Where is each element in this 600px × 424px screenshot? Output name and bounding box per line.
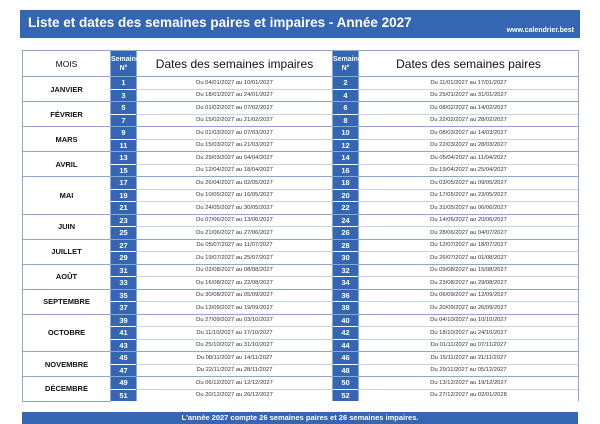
odd-week-dates: Du 10/05/2027 au 16/05/2027 bbox=[137, 189, 333, 202]
header-month: MOIS bbox=[23, 51, 111, 77]
even-week-dates: Du 19/04/2027 au 25/04/2027 bbox=[359, 164, 579, 177]
even-week-number: 44 bbox=[333, 339, 359, 352]
even-week-number: 36 bbox=[333, 289, 359, 302]
table-row bbox=[23, 264, 579, 277]
odd-week-dates: Du 21/06/2027 au 27/06/2027 bbox=[137, 227, 333, 240]
odd-week-dates: Du 12/04/2027 au 18/04/2027 bbox=[137, 164, 333, 177]
month-label: SEPTEMBRE bbox=[23, 289, 111, 314]
odd-week-number: 51 bbox=[111, 389, 137, 401]
even-week-dates: Du 26/07/2027 au 01/08/2027 bbox=[359, 252, 579, 265]
table-row bbox=[23, 352, 579, 365]
odd-week-dates: Du 04/01/2027 au 10/01/2027 bbox=[137, 77, 333, 90]
even-week-number: 32 bbox=[333, 264, 359, 277]
even-week-dates: Du 08/03/2027 au 14/03/2027 bbox=[359, 127, 579, 140]
even-week-number: 52 bbox=[333, 389, 359, 401]
even-week-number: 40 bbox=[333, 314, 359, 327]
even-week-number: 38 bbox=[333, 302, 359, 315]
site-url: www.calendrier.best bbox=[506, 27, 574, 34]
even-week-dates: Du 17/05/2027 au 23/05/2027 bbox=[359, 189, 579, 202]
odd-week-number: 13 bbox=[111, 152, 137, 165]
month-label: MAI bbox=[23, 177, 111, 215]
even-week-dates: Du 23/08/2027 au 29/08/2027 bbox=[359, 277, 579, 290]
even-week-dates: Du 25/01/2027 au 31/01/2027 bbox=[359, 89, 579, 102]
even-week-dates: Du 20/09/2027 au 26/09/2027 bbox=[359, 302, 579, 315]
table-row bbox=[23, 102, 579, 115]
odd-week-dates: Du 22/11/2027 au 28/11/2027 bbox=[137, 364, 333, 377]
odd-week-number: 49 bbox=[111, 377, 137, 390]
even-week-number: 34 bbox=[333, 277, 359, 290]
odd-week-number: 27 bbox=[111, 239, 137, 252]
even-week-dates: Du 05/04/2027 au 11/04/2027 bbox=[359, 152, 579, 165]
table-row bbox=[23, 127, 579, 140]
odd-week-dates: Du 20/12/2027 au 26/12/2027 bbox=[137, 389, 333, 401]
odd-week-number: 23 bbox=[111, 214, 137, 227]
header-odd-week bbox=[111, 51, 140, 77]
odd-week-dates: Du 02/08/2027 au 08/08/2027 bbox=[137, 264, 333, 277]
even-week-number: 4 bbox=[333, 89, 359, 102]
month-label: AVRIL bbox=[23, 152, 111, 177]
even-week-dates: Du 08/02/2027 au 14/02/2027 bbox=[359, 102, 579, 115]
month-label: NOVEMBRE bbox=[23, 352, 111, 377]
even-week-dates: Du 09/08/2027 au 15/08/2027 bbox=[359, 264, 579, 277]
odd-week-dates: Du 15/02/2027 au 21/02/2027 bbox=[137, 114, 333, 127]
odd-week-dates: Du 27/09/2027 au 03/10/2027 bbox=[137, 314, 333, 327]
header-week-line1: Semaine bbox=[333, 55, 362, 63]
odd-week-dates: Du 11/10/2027 au 17/10/2027 bbox=[137, 327, 333, 340]
even-week-dates: Du 03/05/2027 au 09/05/2027 bbox=[359, 177, 579, 190]
odd-week-number: 37 bbox=[111, 302, 137, 315]
table-row bbox=[23, 214, 579, 227]
odd-week-number: 33 bbox=[111, 277, 137, 290]
odd-week-number: 43 bbox=[111, 339, 137, 352]
odd-week-number: 15 bbox=[111, 164, 137, 177]
odd-week-number: 11 bbox=[111, 139, 137, 152]
weeks-table bbox=[22, 50, 579, 402]
month-label: JUIN bbox=[23, 214, 111, 239]
odd-week-dates: Du 08/11/2027 au 14/11/2027 bbox=[137, 352, 333, 365]
even-week-number: 14 bbox=[333, 152, 359, 165]
weeks-table-body bbox=[23, 77, 579, 402]
title-bar bbox=[20, 10, 580, 38]
odd-week-dates: Du 05/07/2027 au 11/07/2027 bbox=[137, 239, 333, 252]
odd-week-dates: Du 06/12/2027 au 12/12/2027 bbox=[137, 377, 333, 390]
even-week-number: 20 bbox=[333, 189, 359, 202]
even-week-dates: Du 04/10/2027 au 10/10/2027 bbox=[359, 314, 579, 327]
table-header-row bbox=[23, 51, 579, 77]
odd-week-number: 47 bbox=[111, 364, 137, 377]
odd-week-dates: Du 15/03/2027 au 21/03/2027 bbox=[137, 139, 333, 152]
header-week-line1: Semaine bbox=[111, 55, 140, 63]
header-even-dates: Dates des semaines paires bbox=[359, 51, 579, 77]
even-week-dates: Du 12/07/2027 au 18/07/2027 bbox=[359, 239, 579, 252]
odd-week-number: 17 bbox=[111, 177, 137, 190]
odd-week-dates: Du 16/08/2027 au 22/08/2027 bbox=[137, 277, 333, 290]
even-week-dates: Du 27/12/2027 au 02/01/2028 bbox=[359, 389, 579, 401]
even-week-dates: Du 28/06/2027 au 04/07/2027 bbox=[359, 227, 579, 240]
odd-week-number: 45 bbox=[111, 352, 137, 365]
month-label: DÉCEMBRE bbox=[23, 377, 111, 402]
odd-week-number: 25 bbox=[111, 227, 137, 240]
even-week-dates: Du 22/03/2027 au 28/03/2027 bbox=[359, 139, 579, 152]
odd-week-dates: Du 19/07/2027 au 25/07/2027 bbox=[137, 252, 333, 265]
odd-week-number: 9 bbox=[111, 127, 137, 140]
even-week-number: 24 bbox=[333, 214, 359, 227]
even-week-number: 46 bbox=[333, 352, 359, 365]
footer-summary: L'année 2027 compte 26 semaines paires et 26 semaines impaires. bbox=[22, 412, 578, 424]
even-week-dates: Du 13/12/2027 au 19/12/2027 bbox=[359, 377, 579, 390]
odd-week-number: 3 bbox=[111, 89, 137, 102]
odd-week-number: 1 bbox=[111, 77, 137, 90]
odd-week-number: 5 bbox=[111, 102, 137, 115]
month-label: AOÛT bbox=[23, 264, 111, 289]
even-week-dates: Du 11/01/2027 au 17/01/2027 bbox=[359, 77, 579, 90]
odd-week-number: 31 bbox=[111, 264, 137, 277]
odd-week-number: 29 bbox=[111, 252, 137, 265]
even-week-dates: Du 15/11/2027 au 21/11/2027 bbox=[359, 352, 579, 365]
even-week-number: 26 bbox=[333, 227, 359, 240]
even-week-dates: Du 22/02/2027 au 28/02/2027 bbox=[359, 114, 579, 127]
even-week-number: 12 bbox=[333, 139, 359, 152]
odd-week-number: 19 bbox=[111, 189, 137, 202]
table-row bbox=[23, 289, 579, 302]
table-row bbox=[23, 377, 579, 390]
even-week-dates: Du 29/11/2027 au 05/12/2027 bbox=[359, 364, 579, 377]
table-row bbox=[23, 177, 579, 190]
month-label: FÉVRIER bbox=[23, 102, 111, 127]
header-even-week bbox=[333, 51, 362, 77]
odd-week-dates: Du 25/10/2027 au 31/10/2027 bbox=[137, 339, 333, 352]
even-week-dates: Du 18/10/2027 au 24/10/2027 bbox=[359, 327, 579, 340]
month-label: JANVIER bbox=[23, 77, 111, 102]
even-week-number: 30 bbox=[333, 252, 359, 265]
even-week-dates: Du 01/11/2027 au 07/11/2027 bbox=[359, 339, 579, 352]
even-week-number: 8 bbox=[333, 114, 359, 127]
odd-week-dates: Du 07/06/2027 au 13/06/2027 bbox=[137, 214, 333, 227]
odd-week-dates: Du 30/08/2027 au 05/09/2027 bbox=[137, 289, 333, 302]
odd-week-number: 7 bbox=[111, 114, 137, 127]
month-label: MARS bbox=[23, 127, 111, 152]
table-row bbox=[23, 77, 579, 90]
odd-week-number: 35 bbox=[111, 289, 137, 302]
odd-week-dates: Du 29/03/2027 au 04/04/2027 bbox=[137, 152, 333, 165]
even-week-number: 48 bbox=[333, 364, 359, 377]
odd-week-number: 39 bbox=[111, 314, 137, 327]
even-week-number: 22 bbox=[333, 202, 359, 215]
month-label: OCTOBRE bbox=[23, 314, 111, 352]
even-week-number: 50 bbox=[333, 377, 359, 390]
even-week-dates: Du 06/09/2027 au 12/09/2027 bbox=[359, 289, 579, 302]
odd-week-dates: Du 26/04/2027 au 02/05/2027 bbox=[137, 177, 333, 190]
odd-week-dates: Du 13/09/2027 au 19/09/2027 bbox=[137, 302, 333, 315]
odd-week-number: 41 bbox=[111, 327, 137, 340]
even-week-dates: Du 31/05/2027 au 06/06/2027 bbox=[359, 202, 579, 215]
table-row bbox=[23, 239, 579, 252]
header-week-line2: N° bbox=[341, 64, 350, 72]
month-label: JUILLET bbox=[23, 239, 111, 264]
table-row bbox=[23, 314, 579, 327]
even-week-number: 10 bbox=[333, 127, 359, 140]
even-week-number: 28 bbox=[333, 239, 359, 252]
odd-week-dates: Du 24/05/2027 au 30/05/2027 bbox=[137, 202, 333, 215]
table-row bbox=[23, 152, 579, 165]
odd-week-number: 21 bbox=[111, 202, 137, 215]
even-week-number: 18 bbox=[333, 177, 359, 190]
even-week-number: 16 bbox=[333, 164, 359, 177]
odd-week-dates: Du 01/02/2027 au 07/02/2027 bbox=[137, 102, 333, 115]
odd-week-dates: Du 18/01/2027 au 24/01/2027 bbox=[137, 89, 333, 102]
header-week-line2: N° bbox=[119, 64, 128, 72]
even-week-number: 6 bbox=[333, 102, 359, 115]
even-week-number: 2 bbox=[333, 77, 359, 90]
even-week-dates: Du 14/06/2027 au 20/06/2027 bbox=[359, 214, 579, 227]
even-week-number: 42 bbox=[333, 327, 359, 340]
odd-week-dates: Du 01/03/2027 au 07/03/2027 bbox=[137, 127, 333, 140]
page-title: Liste et dates des semaines paires et impaires - Année 2027 bbox=[28, 15, 412, 30]
header-odd-dates: Dates des semaines impaires bbox=[137, 51, 333, 77]
